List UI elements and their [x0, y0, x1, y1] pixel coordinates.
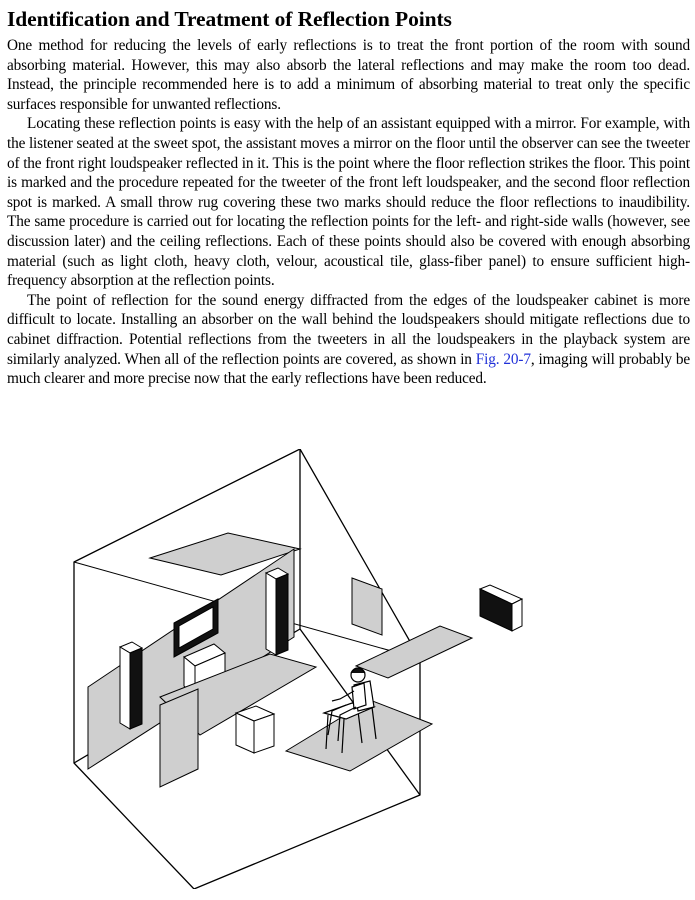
paragraph-3-text-a: The point of reflection for the sound energy diffracted from the edges of the loudspeaker cabinet is more difficult to locate. Installing an absorber on the wall behind the loudspeakers should mitigate reflections due to cabinet diffraction. Potential reflections from the tweeters in all the loudspeakers in the playback system are similarly analyzed. When all of the reflection points are covered, as shown in — [7, 291, 690, 368]
section-title: Identification and Treatment of Reflection Points — [7, 7, 452, 31]
subwoofer-box — [236, 706, 274, 753]
paragraph-2: Locating these reflection points is easy with the help of an assistant equipped with a mirror. For example, with the listener seated at the sweet spot, the assistant moves a mirror on the floor until the observer can see the tweeter of the front right loudspeaker reflected in it. This is the point where the floor reflection strikes the floor. This point is marked and the procedure repeated for the tweeter of the front left loudspeaker, and the second floor reflection spot is marked. A small throw rug covering these two marks should reduce the floor reflections to inaudibility. The same procedure is carried out for locating the reflection points for the left- and right-side walls (however, see discussion later) and the ceiling reflections. Each of these points should also be covered with enough absorbing material (such as light cloth, heavy cloth, velour, acoustical tile, glass-fiber panel) to ensure sufficient high-frequency absorption at the reflection points. — [7, 115, 690, 290]
paragraph-3 — [7, 291, 690, 389]
front-left-loudspeaker — [120, 642, 142, 729]
paragraph-1: One method for reducing the levels of early reflections is to treat the front portion of the room with sound absorbing material. However, this may also absorb the lateral reflections and may make the room too dead. Instead, the principle recommended here is to add a minimum of absorbing material to treat only the specific surfaces responsible for unwanted reflections. — [7, 37, 690, 113]
figure-reference-link[interactable]: Fig. 20-7 — [475, 350, 531, 368]
page — [7, 6, 690, 389]
rear-surround-loudspeaker — [480, 585, 522, 631]
front-right-loudspeaker — [266, 568, 288, 655]
paragraph-3-text-b: , imaging will probably be much clearer and more precise now that the early reflections have been reduced. — [7, 350, 690, 388]
room-illustration — [70, 449, 630, 889]
